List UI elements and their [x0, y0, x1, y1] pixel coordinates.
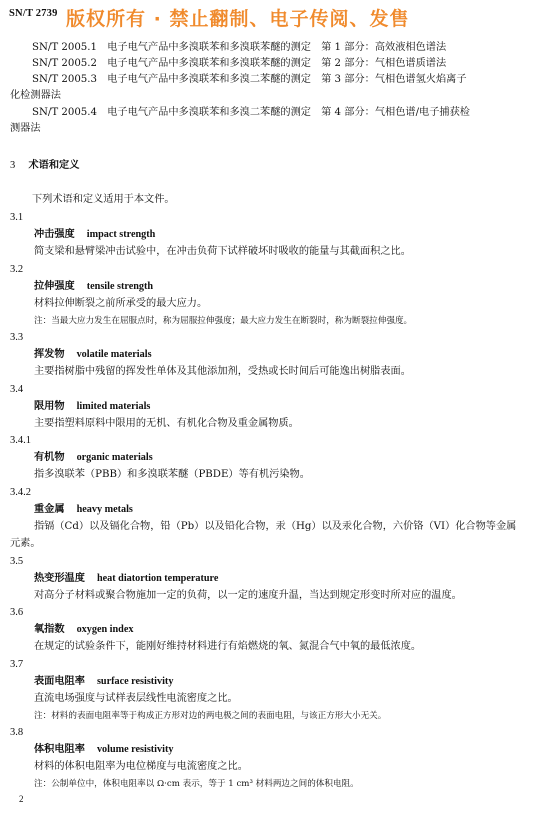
term-en: heavy metals	[76, 504, 133, 515]
term-definition: 主要指树脂中残留的挥发性单体及其他添加剂，受热或长时间后可能逸出树脂表面。	[34, 366, 411, 377]
term-en: oxygen index	[76, 624, 134, 635]
term-number: 3.4.1	[10, 435, 31, 446]
term-zh: 冲击强度	[34, 229, 75, 240]
standard-code: SN/T 2739	[9, 8, 58, 19]
reference-line: SN/T 2005.2 电子电气产品中多溴联苯和多溴联苯醚的测定 第 2 部分：气相色谱质谱法	[32, 58, 447, 69]
term-definition: 材料拉伸断裂之前所承受的最大应力。	[34, 298, 208, 309]
reference-line: 化检测器法	[10, 90, 61, 101]
term-heading	[34, 280, 535, 293]
term-number: 3.4.2	[10, 487, 31, 498]
term-definition: 对高分子材料或聚合物施加一定的负荷，以一定的速度升温，当达到规定形变时所对应的温度。	[34, 590, 462, 601]
term-heading	[34, 400, 535, 413]
reference-line: SN/T 2005.4 电子电气产品中多溴联苯和多溴二苯醚的测定 第 4 部分：气相色谱/电子捕获检	[32, 107, 470, 118]
term-zh: 氧指数	[34, 624, 65, 635]
section-number: 3	[10, 160, 16, 171]
term-heading	[34, 228, 535, 241]
term-heading	[34, 503, 535, 516]
term-definition: 主要指塑料原料中限用的无机、有机化合物及重金属物质。	[34, 418, 299, 429]
reference-line: SN/T 2005.3 电子电气产品中多溴联苯和多溴二苯醚的测定 第 3 部分：气相色谱氢火焰离子	[32, 74, 467, 85]
term-en: limited materials	[76, 401, 151, 412]
term-heading	[34, 348, 535, 361]
term-zh: 拉伸强度	[34, 281, 75, 292]
term-en: tensile strength	[86, 281, 154, 292]
term-heading	[34, 675, 535, 688]
term-heading	[34, 623, 535, 636]
term-definition: 材料的体积电阻率为电位梯度与电流密度之比。	[34, 761, 248, 772]
term-note: 注：材料的表面电阻率等于构成正方形对边的两电极之间的表面电阻，与该正方形大小无关。	[34, 711, 387, 721]
term-definition: 在规定的试验条件下，能刚好维持材料进行有焰燃烧的氧、氮混合气中氧的最低浓度。	[34, 641, 422, 652]
term-number: 3.6	[10, 607, 24, 618]
term-en: surface resistivity	[96, 676, 174, 687]
term-definition: 指多溴联苯（PBB）和多溴联苯醚（PBDE）等有机污染物。	[34, 469, 310, 480]
term-note: 注：公制单位中，体积电阻率以 Ω·cm 表示，等于 1 cm³ 材料两边之间的体积电阻。	[34, 779, 359, 789]
reference-line: SN/T 2005.1 电子电气产品中多溴联苯和多溴联苯醚的测定 第 1 部分：高效液相色谱法	[32, 42, 447, 53]
copyright-watermark: 版权所有 · 禁止翻制、电子传阅、发售	[66, 8, 410, 30]
term-number: 3.8	[10, 727, 24, 738]
term-number: 3.4	[10, 384, 24, 395]
term-zh: 表面电阻率	[34, 676, 85, 687]
term-zh: 有机物	[34, 452, 65, 463]
term-number: 3.5	[10, 556, 24, 567]
term-en: organic materials	[76, 452, 153, 463]
term-heading	[34, 451, 535, 464]
term-note: 注：当最大应力发生在屈服点时，称为屈服拉伸强度；最大应力发生在断裂时，称为断裂拉伸强度。	[34, 316, 413, 326]
term-zh: 热变形温度	[34, 573, 85, 584]
term-definition: 元素。	[10, 538, 41, 549]
page-number: 2	[19, 794, 24, 804]
term-number: 3.3	[10, 332, 24, 343]
term-en: impact strength	[86, 229, 156, 240]
term-en: volume resistivity	[96, 744, 174, 755]
section-title: 术语和定义	[28, 160, 80, 171]
term-en: volatile materials	[76, 349, 152, 360]
term-heading	[34, 743, 535, 756]
term-zh: 挥发物	[34, 349, 65, 360]
section-heading	[10, 159, 528, 172]
section-intro: 下列术语和定义适用于本文件。	[32, 194, 175, 205]
term-definition: 指镉（Cd）以及镉化合物，铅（Pb）以及铅化合物，汞（Hg）以及汞化合物，六价铬（VI）化合物等金属	[34, 521, 517, 532]
term-heading	[34, 572, 535, 585]
term-zh: 重金属	[34, 504, 65, 515]
term-definition: 简支梁和悬臂梁冲击试验中，在冲击负荷下试样破坏时吸收的能量与其截面积之比。	[34, 246, 411, 257]
term-number: 3.1	[10, 212, 24, 223]
term-en: heat diatortion temperature	[96, 573, 219, 584]
term-definition: 直流电场强度与试样表层线性电流密度之比。	[34, 693, 238, 704]
term-number: 3.7	[10, 659, 24, 670]
term-number: 3.2	[10, 264, 24, 275]
term-zh: 限用物	[34, 401, 65, 412]
reference-line: 测器法	[10, 123, 41, 134]
term-zh: 体积电阻率	[34, 744, 85, 755]
